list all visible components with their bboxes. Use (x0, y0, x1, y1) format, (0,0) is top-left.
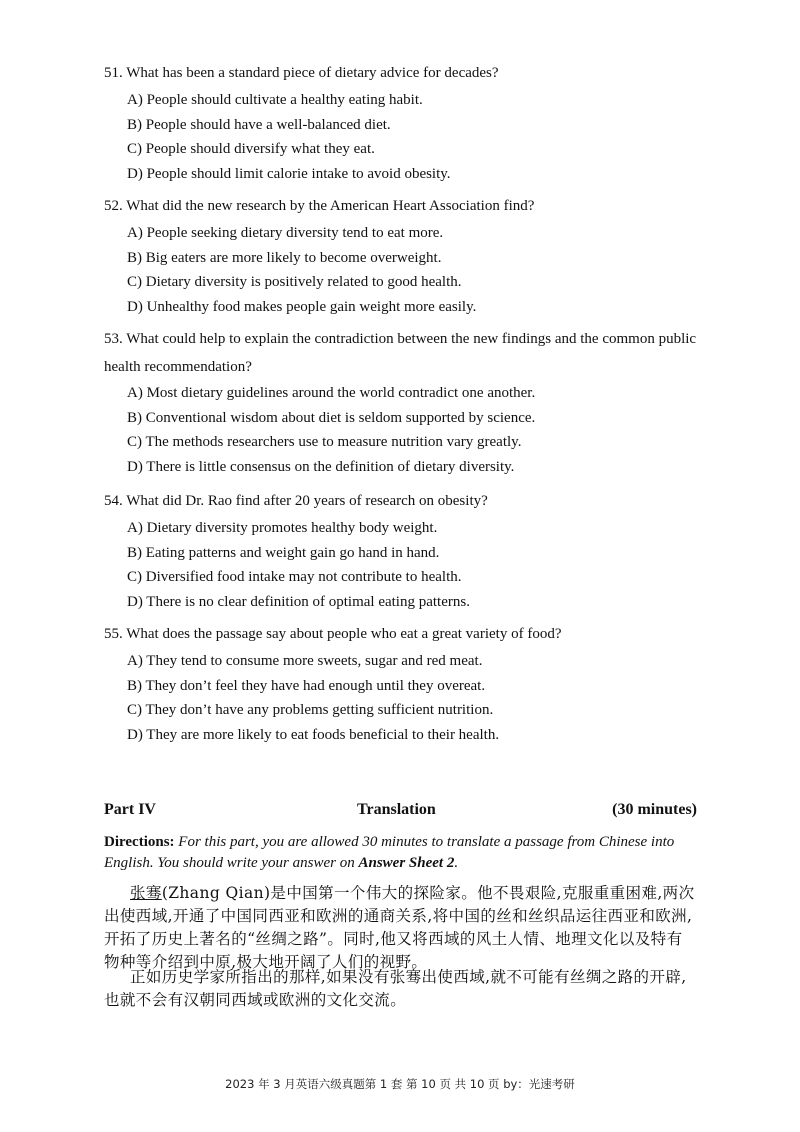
part-label: Part IV (104, 801, 156, 818)
directions-lead: Directions: (104, 834, 175, 850)
option-c[interactable]: C) Diversified food intake may not contribute to health. (127, 569, 462, 585)
passage-name: 张骞 (130, 884, 162, 902)
passage-p1-text: (Zhang Qian)是中国第一个伟大的探险家。他不畏艰险,克服重重困难,两次出使西域,开通了中国同西亚和欧洲的通商关系,将中国的丝和丝织品运往西亚和欧洲,开拓了历史上著名的“丝绸之路”。同时,他又将西域的风土人情、地理文化以及特有物种等介绍到中原,极大地开阔了人们的视野。 (104, 884, 695, 971)
part-header (104, 801, 697, 821)
question-53 (104, 325, 700, 479)
question-stem: 55. What does the passage say about people who eat a great variety of food? (104, 626, 562, 642)
directions-end: . (454, 855, 459, 871)
option-b[interactable]: B) People should have a well-balanced diet. (127, 116, 391, 133)
option-c[interactable]: C) They don’t have any problems getting sufficient nutrition. (127, 702, 494, 718)
option-b[interactable]: B) Conventional wisdom about diet is seldom supported by science. (127, 409, 536, 426)
question-stem: 54. What did Dr. Rao find after 20 years of research on obesity? (104, 493, 488, 509)
option-a[interactable]: A) Most dietary guidelines around the world contradict one another. (127, 385, 536, 401)
option-a[interactable]: A) Dietary diversity promotes healthy body weight. (127, 520, 438, 536)
directions (104, 832, 704, 874)
option-c[interactable]: C) The methods researchers use to measure nutrition vary greatly. (127, 434, 522, 450)
passage-paragraph-1 (104, 882, 698, 974)
question-stem: 51. What has been a standard piece of dietary advice for decades? (104, 65, 499, 81)
part-time: (30 minutes) (612, 801, 697, 818)
question-51 (104, 63, 704, 186)
option-a[interactable]: A) People should cultivate a healthy eating habit. (127, 92, 423, 108)
part-title: Translation (357, 801, 436, 818)
option-c[interactable]: C) People should diversify what they eat. (127, 141, 375, 157)
option-c[interactable]: C) Dietary diversity is positively related to good health. (127, 274, 462, 290)
answer-sheet-ref: Answer Sheet 2 (358, 855, 455, 871)
directions-text: For this part, you are allowed 30 minutes to translate a passage from Chinese into English. You should write your answer on (104, 834, 675, 871)
passage-p2-text: 正如历史学家所指出的那样,如果没有张骞出使西域,就不可能有丝绸之路的开辟,也就不会有汉朝同西域或欧洲的文化交流。 (104, 968, 687, 1009)
option-d[interactable]: D) People should limit calorie intake to avoid obesity. (127, 165, 451, 182)
option-b[interactable]: B) They don’t feel they have had enough until they overeat. (127, 677, 486, 694)
option-d[interactable]: D) There is little consensus on the definition of dietary diversity. (127, 458, 515, 475)
passage-paragraph-2 (104, 966, 698, 1012)
question-55 (104, 624, 704, 747)
question-54 (104, 491, 704, 614)
question-stem: 52. What did the new research by the American Heart Association find? (104, 198, 535, 214)
option-b[interactable]: B) Big eaters are more likely to become overweight. (127, 249, 442, 266)
option-d[interactable]: D) Unhealthy food makes people gain weight more easily. (127, 298, 477, 315)
question-stem: 53. What could help to explain the contradiction between the new findings and the common public health recommendation? (104, 331, 697, 375)
question-52 (104, 196, 704, 319)
option-b[interactable]: B) Eating patterns and weight gain go hand in hand. (127, 544, 440, 561)
option-d[interactable]: D) They are more likely to eat foods beneficial to their health. (127, 726, 500, 743)
option-d[interactable]: D) There is no clear definition of optimal eating patterns. (127, 593, 470, 610)
option-a[interactable]: A) People seeking dietary diversity tend to eat more. (127, 225, 444, 241)
page-footer: 2023 年 3 月英语六级真题第 1 套 第 10 页 共 10 页 by：光速考研 (225, 1077, 575, 1091)
option-a[interactable]: A) They tend to consume more sweets, sugar and red meat. (127, 653, 483, 669)
